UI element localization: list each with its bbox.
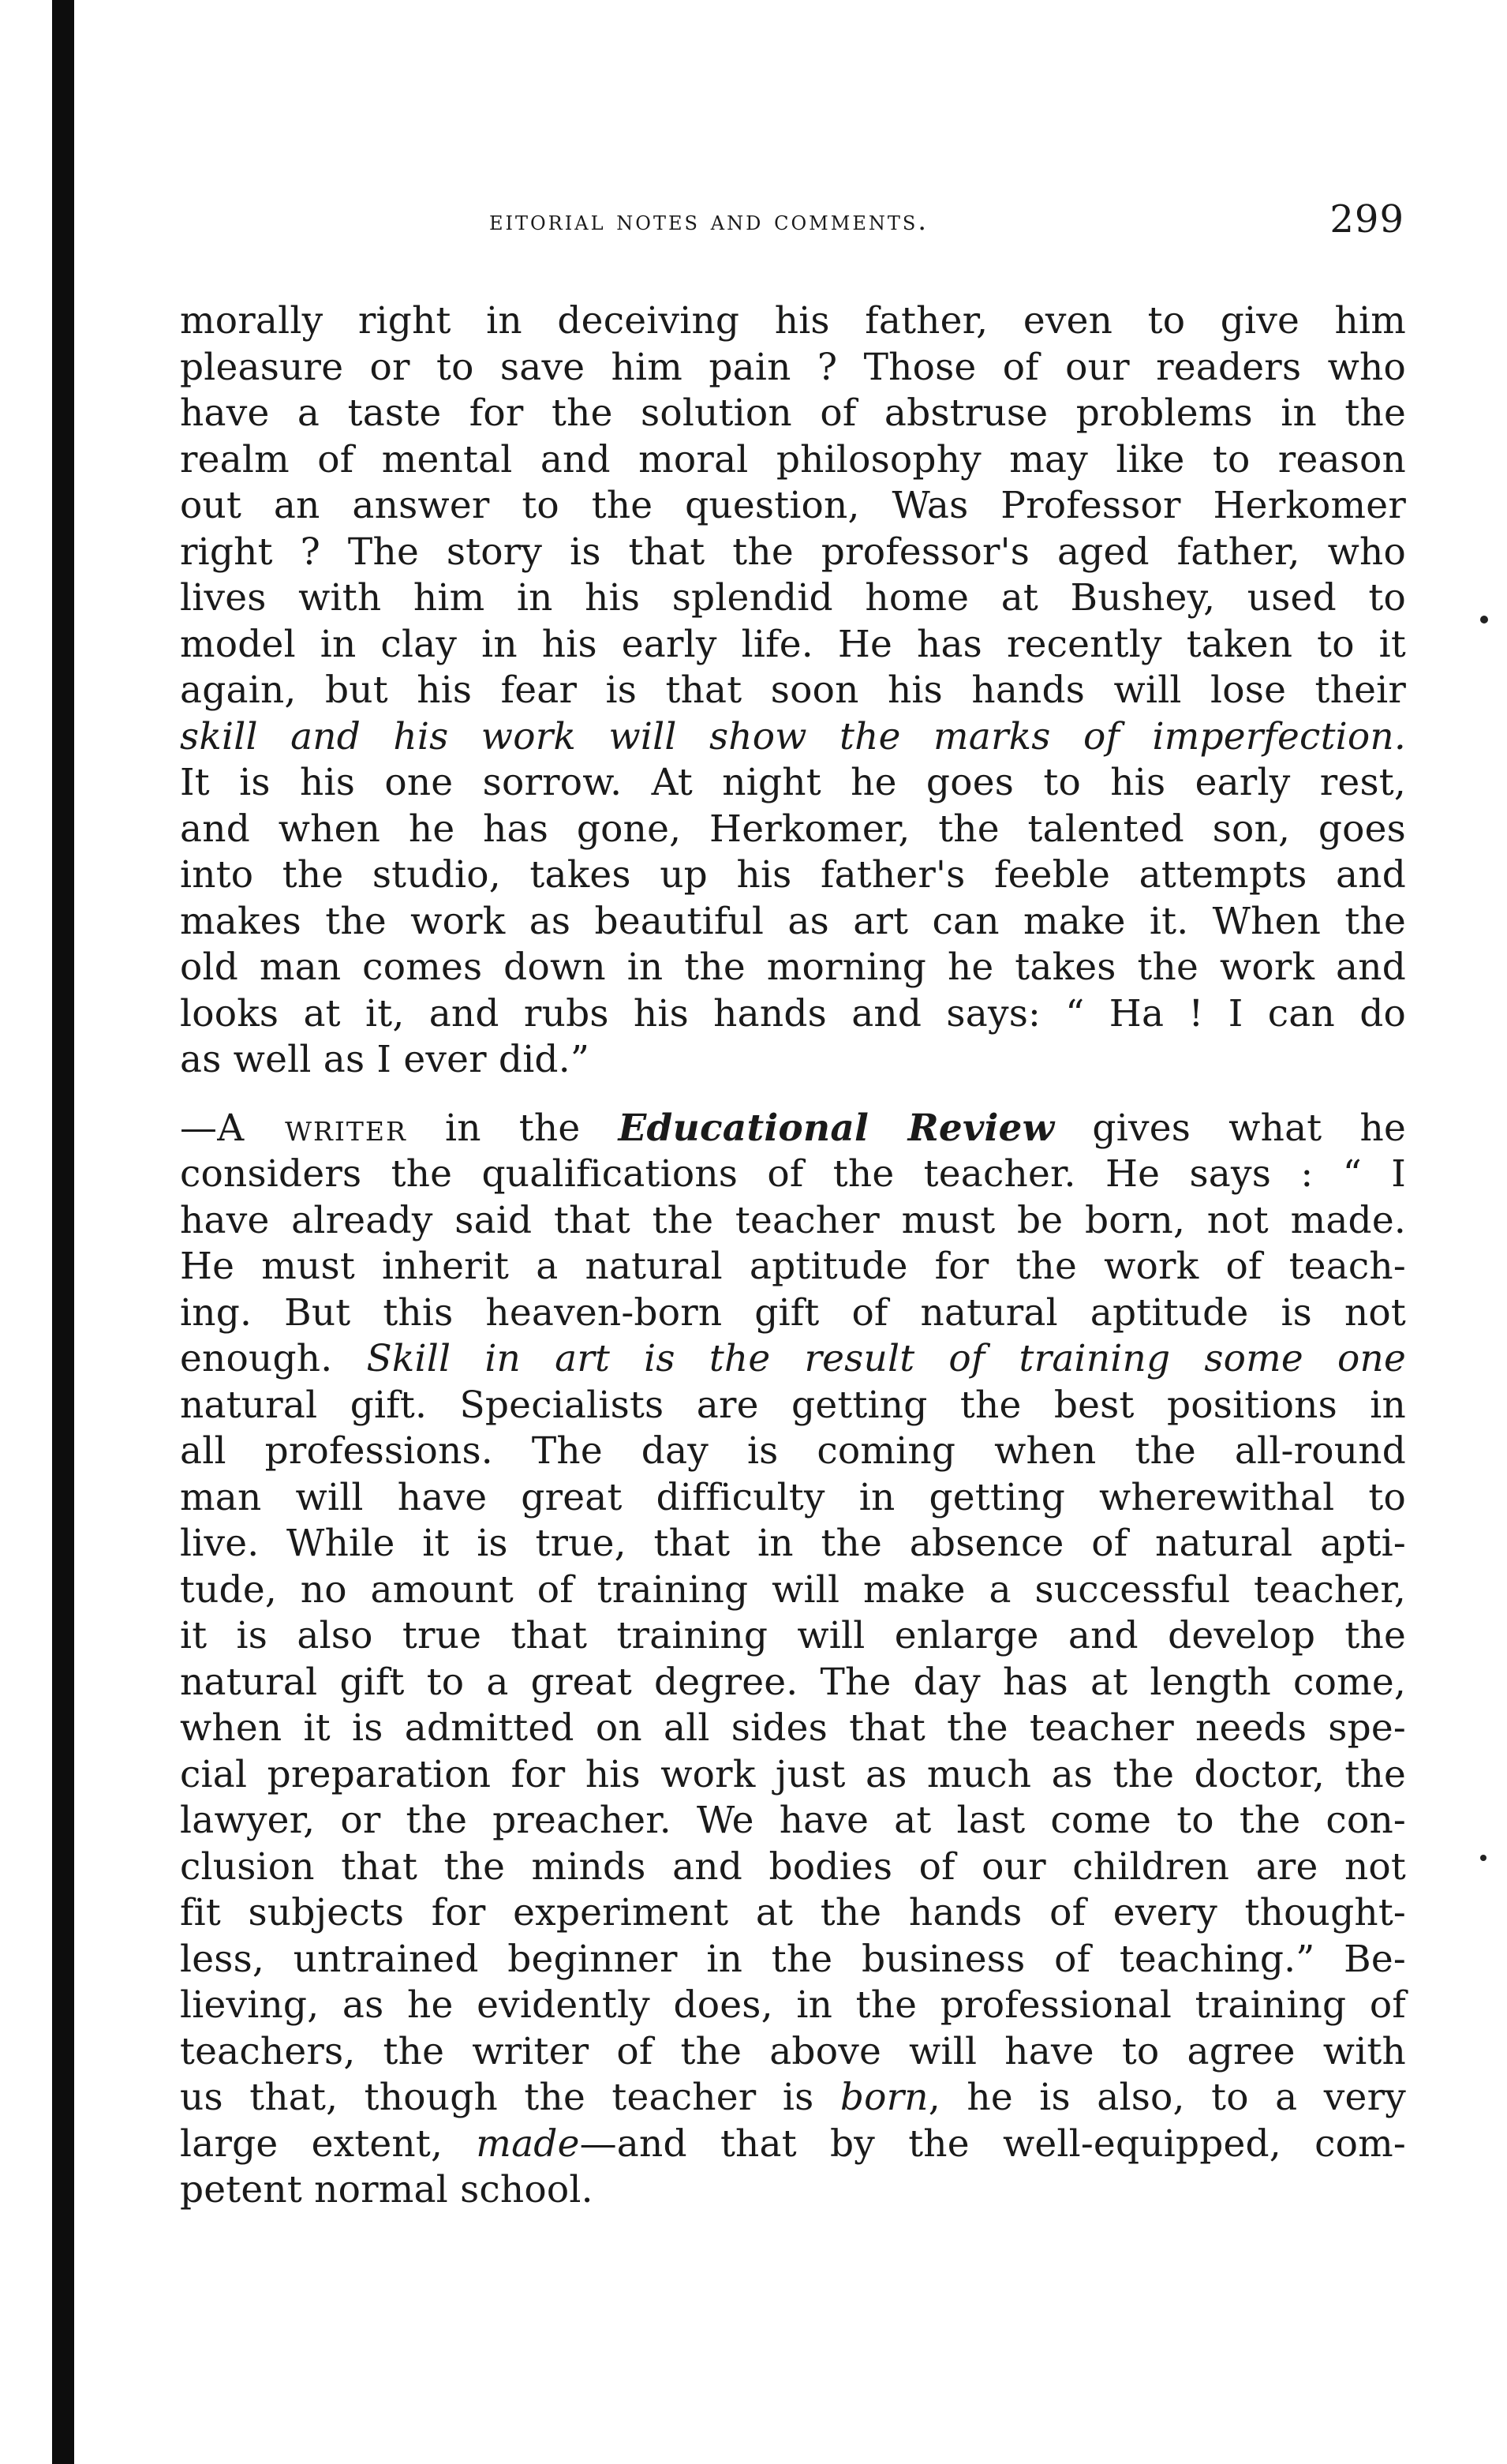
text-line: lives with him in his splendid home at Bushey, used to xyxy=(180,576,1406,620)
text-line: into the studio, takes up his father's feeble attempts and xyxy=(180,853,1406,897)
text-run: , he is also, to a very xyxy=(928,2076,1406,2119)
text-run: —and that by the well-equipped, com- xyxy=(579,2121,1406,2166)
text-line: fit subjects for experiment at the hands of every thought- xyxy=(180,1891,1406,1934)
text-line: pleasure or to save him pain ? Those of our readers who xyxy=(180,345,1406,389)
text-line: realm of mental and moral philosophy may like to reason xyxy=(180,437,1406,481)
text-line xyxy=(180,2075,1406,2121)
text-line: skill and his work will show the marks of imperfection. xyxy=(180,714,1406,758)
text-run: us that, though the teacher is xyxy=(180,2076,840,2119)
paragraph-herkomer xyxy=(180,298,1406,1084)
text-line: model in clay in his early life. He has recently taken to it xyxy=(180,622,1406,666)
text-line: looks at it, and rubs his hands and says: “ Ha ! I can do xyxy=(180,991,1406,1035)
text-line: less, untrained beginner in the business of teaching.” Be- xyxy=(180,1937,1406,1981)
text-line: ing. But this heaven-born gift of natural aptitude is not xyxy=(180,1290,1406,1335)
text-line: clusion that the minds and bodies of our children are not xyxy=(180,1844,1406,1889)
text-line: morally right in deceiving his father, even to give him xyxy=(180,299,1406,343)
text-line: tude, no amount of training will make a successful teacher, xyxy=(180,1567,1406,1612)
running-head xyxy=(180,197,1406,253)
text-line: He must inherit a natural aptitude for the work of teach- xyxy=(180,1245,1406,1288)
text-line: all professions. The day is coming when the all-round xyxy=(180,1429,1406,1473)
text-line: have already said that the teacher must be born, not made. xyxy=(180,1198,1406,1242)
italic-run: born xyxy=(840,2076,929,2119)
text-line: again, but his fear is that soon his hands will lose their xyxy=(180,668,1406,712)
text-line: live. While it is true, that in the absence of natural apti- xyxy=(180,1522,1406,1565)
text-run: in the xyxy=(406,1106,619,1150)
text-run: large extent, xyxy=(180,2121,477,2166)
paragraph-gap xyxy=(180,1084,1406,1106)
book-page xyxy=(180,197,1406,2214)
text-line: It is his one sorrow. At night he goes to his early rest, xyxy=(180,761,1406,804)
margin-speck xyxy=(1480,1855,1486,1861)
italic-run: Skill in art is the result of training some one xyxy=(366,1337,1406,1380)
text-run: enough. xyxy=(180,1337,367,1380)
text-line: have a taste for the solution of abstruse problems in the xyxy=(180,391,1406,435)
text-line: considers the qualifications of the teacher. He says : “ I xyxy=(180,1152,1406,1196)
text-line: right ? The story is that the professor's aged father, who xyxy=(180,530,1406,574)
text-line: natural gift. Specialists are getting the best positions in xyxy=(180,1383,1406,1427)
text-line: old man comes down in the morning he takes the work and xyxy=(180,946,1406,989)
text-line: natural gift to a great degree. The day has at length come, xyxy=(180,1660,1406,1704)
italic-run: made xyxy=(476,2121,580,2166)
text-line: out an answer to the question, Was Professor Herkomer xyxy=(180,484,1406,527)
journal-title: Educational Review xyxy=(618,1106,1055,1150)
paragraph-educational-review xyxy=(180,1106,1406,2214)
text-line: lawyer, or the preacher. We have at last come to the con- xyxy=(180,1799,1406,1842)
text-run: gives what he xyxy=(1054,1106,1406,1150)
text-line xyxy=(180,1336,1406,1383)
binding-edge xyxy=(52,0,74,2464)
text-line: petent normal school. xyxy=(180,2168,593,2211)
small-caps-lead: A writer xyxy=(217,1106,407,1150)
text-line: lieving, as he evidently does, in the professional training of xyxy=(180,1983,1406,2027)
text-line: as well as I ever did.” xyxy=(180,1038,590,1081)
text-line: and when he has gone, Herkomer, the talented son, goes xyxy=(180,807,1406,851)
text-line: it is also true that training will enlarge and develop the xyxy=(180,1614,1406,1657)
text-line: teachers, the writer of the above will have to agree with xyxy=(180,2029,1406,2073)
em-dash: — xyxy=(180,1106,218,1150)
text-line: cial preparation for his work just as much as the doctor, the xyxy=(180,1752,1406,1796)
text-line xyxy=(180,2121,1406,2168)
text-line: man will have great difficulty in getting wherewithal to xyxy=(180,1475,1406,1519)
page-number: 299 xyxy=(1329,197,1404,242)
text-line: when it is admitted on all sides that the teacher needs spe- xyxy=(180,1706,1406,1750)
running-title: eitorial notes and comments. xyxy=(489,205,929,237)
margin-speck xyxy=(1480,616,1488,623)
text-line xyxy=(180,1106,1406,1152)
text-line: makes the work as beautiful as art can make it. When the xyxy=(180,899,1406,943)
